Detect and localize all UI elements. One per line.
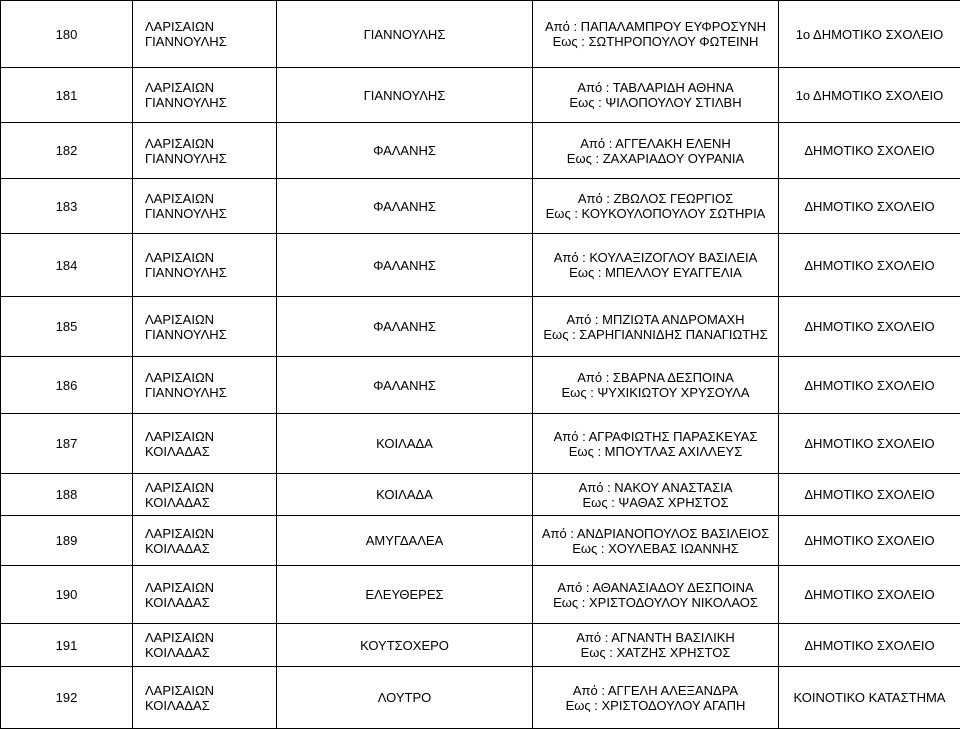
constituency-line-1: ΛΑΡΙΣΑΙΩΝ — [145, 136, 274, 151]
range-to: Εως : ΧΟΥΛΕΒΑΣ ΙΩΑΝΝΗΣ — [535, 541, 776, 556]
municipality-name: ΚΟΙΛΑΔΑ — [376, 487, 433, 502]
name-range-cell — [533, 357, 779, 414]
municipality-name: ΦΑΛΑΝΗΣ — [373, 199, 436, 214]
constituency-line-2: ΚΟΙΛΑΔΑΣ — [145, 645, 274, 660]
venue-name: 1ο ΔΗΜΟΤΙΚΟ ΣΧΟΛΕΙΟ — [796, 88, 944, 103]
name-range-cell — [533, 179, 779, 234]
table-row — [1, 624, 960, 667]
name-range-cell — [533, 234, 779, 297]
constituency-cell — [133, 1, 277, 68]
municipality-cell — [277, 123, 533, 179]
constituency-cell — [133, 474, 277, 516]
table-row — [1, 123, 960, 179]
table-row — [1, 68, 960, 123]
constituency-line-1: ΛΑΡΙΣΑΙΩΝ — [145, 630, 274, 645]
range-to: Εως : ΚΟΥΚΟΥΛΟΠΟΥΛΟΥ ΣΩΤΗΡΙΑ — [535, 206, 776, 221]
name-range-cell — [533, 1, 779, 68]
constituency-cell — [133, 414, 277, 474]
row-number: 187 — [56, 436, 78, 451]
constituency-cell — [133, 516, 277, 566]
range-from: Από : ΑΓΡΑΦΙΩΤΗΣ ΠΑΡΑΣΚΕΥΑΣ — [535, 429, 776, 444]
constituency-cell — [133, 179, 277, 234]
table-row — [1, 414, 960, 474]
table-row — [1, 179, 960, 234]
constituency-line-2: ΓΙΑΝΝΟΥΛΗΣ — [145, 151, 274, 166]
row-number: 191 — [56, 638, 78, 653]
range-from: Από : ΑΘΑΝΑΣΙΑΔΟΥ ΔΕΣΠΟΙΝΑ — [535, 580, 776, 595]
constituency-line-2: ΓΙΑΝΝΟΥΛΗΣ — [145, 265, 274, 280]
range-from: Από : ΑΓΝΑΝΤΗ ΒΑΣΙΛΙΚΗ — [535, 630, 776, 645]
venue-cell — [779, 357, 960, 414]
name-range-cell — [533, 624, 779, 667]
row-number-cell — [1, 1, 133, 68]
row-number: 190 — [56, 587, 78, 602]
range-from: Από : ΠΑΠΑΛΑΜΠΡΟΥ ΕΥΦΡΟΣΥΝΗ — [535, 19, 776, 34]
range-to: Εως : ΧΡΙΣΤΟΔΟΥΛΟΥ ΝΙΚΟΛΑΟΣ — [535, 595, 776, 610]
constituency-line-1: ΛΑΡΙΣΑΙΩΝ — [145, 370, 274, 385]
name-range-cell — [533, 667, 779, 729]
municipality-name: ΓΙΑΝΝΟΥΛΗΣ — [364, 27, 446, 42]
constituency-line-2: ΚΟΙΛΑΔΑΣ — [145, 495, 274, 510]
constituency-line-2: ΓΙΑΝΝΟΥΛΗΣ — [145, 206, 274, 221]
constituency-line-1: ΛΑΡΙΣΑΙΩΝ — [145, 250, 274, 265]
range-to: Εως : ΨΙΛΟΠΟΥΛΟΥ ΣΤΙΛΒΗ — [535, 95, 776, 110]
table-row — [1, 516, 960, 566]
venue-cell — [779, 1, 960, 68]
row-number-cell — [1, 624, 133, 667]
municipality-name: ΦΑΛΑΝΗΣ — [373, 258, 436, 273]
range-to: Εως : ΜΠΟΥΤΛΑΣ ΑΧΙΛΛΕΥΣ — [535, 444, 776, 459]
venue-name: ΔΗΜΟΤΙΚΟ ΣΧΟΛΕΙΟ — [804, 319, 934, 334]
table-row — [1, 357, 960, 414]
municipality-cell — [277, 234, 533, 297]
venue-cell — [779, 414, 960, 474]
table-row — [1, 234, 960, 297]
constituency-line-1: ΛΑΡΙΣΑΙΩΝ — [145, 19, 274, 34]
venue-name: ΔΗΜΟΤΙΚΟ ΣΧΟΛΕΙΟ — [804, 533, 934, 548]
municipality-cell — [277, 179, 533, 234]
row-number: 180 — [56, 27, 78, 42]
municipality-name: ΚΟΥΤΣΟΧΕΡΟ — [360, 638, 449, 653]
constituency-line-2: ΚΟΙΛΑΔΑΣ — [145, 541, 274, 556]
name-range-cell — [533, 123, 779, 179]
constituency-line-2: ΚΟΙΛΑΔΑΣ — [145, 444, 274, 459]
constituency-line-1: ΛΑΡΙΣΑΙΩΝ — [145, 480, 274, 495]
venue-name: ΔΗΜΟΤΙΚΟ ΣΧΟΛΕΙΟ — [804, 587, 934, 602]
municipality-cell — [277, 357, 533, 414]
name-range-cell — [533, 566, 779, 624]
venue-name: ΔΗΜΟΤΙΚΟ ΣΧΟΛΕΙΟ — [804, 638, 934, 653]
range-from: Από : ΑΓΓΕΛΑΚΗ ΕΛΕΝΗ — [535, 136, 776, 151]
venue-name: 1ο ΔΗΜΟΤΙΚΟ ΣΧΟΛΕΙΟ — [796, 27, 944, 42]
municipality-cell — [277, 516, 533, 566]
municipality-name: ΦΑΛΑΝΗΣ — [373, 378, 436, 393]
venue-cell — [779, 123, 960, 179]
venue-cell — [779, 516, 960, 566]
table-row — [1, 667, 960, 729]
venue-name: ΔΗΜΟΤΙΚΟ ΣΧΟΛΕΙΟ — [804, 487, 934, 502]
range-from: Από : ΖΒΩΛΟΣ ΓΕΩΡΓΙΟΣ — [535, 191, 776, 206]
venue-cell — [779, 474, 960, 516]
constituency-cell — [133, 667, 277, 729]
venue-cell — [779, 179, 960, 234]
venue-cell — [779, 624, 960, 667]
range-from: Από : ΜΠΖΙΩΤΑ ΑΝΔΡΟΜΑΧΗ — [535, 312, 776, 327]
table-row — [1, 566, 960, 624]
constituency-cell — [133, 357, 277, 414]
venue-name: ΔΗΜΟΤΙΚΟ ΣΧΟΛΕΙΟ — [804, 378, 934, 393]
row-number: 182 — [56, 143, 78, 158]
municipality-name: ΦΑΛΑΝΗΣ — [373, 143, 436, 158]
constituency-line-1: ΛΑΡΙΣΑΙΩΝ — [145, 312, 274, 327]
range-to: Εως : ΧΑΤΖΗΣ ΧΡΗΣΤΟΣ — [535, 645, 776, 660]
constituency-line-1: ΛΑΡΙΣΑΙΩΝ — [145, 526, 274, 541]
venue-cell — [779, 297, 960, 357]
municipality-name: ΚΟΙΛΑΔΑ — [376, 436, 433, 451]
constituency-line-2: ΚΟΙΛΑΔΑΣ — [145, 595, 274, 610]
name-range-cell — [533, 414, 779, 474]
table-row — [1, 474, 960, 516]
name-range-cell — [533, 474, 779, 516]
constituency-cell — [133, 234, 277, 297]
municipality-cell — [277, 68, 533, 123]
row-number-cell — [1, 474, 133, 516]
venue-name: ΚΟΙΝΟΤΙΚΟ ΚΑΤΑΣΤΗΜΑ — [794, 690, 946, 705]
venue-name: ΔΗΜΟΤΙΚΟ ΣΧΟΛΕΙΟ — [804, 436, 934, 451]
municipality-cell — [277, 667, 533, 729]
range-to: Εως : ΣΩΤΗΡΟΠΟΥΛΟΥ ΦΩΤΕΙΝΗ — [535, 34, 776, 49]
municipality-cell — [277, 414, 533, 474]
range-from: Από : ΝΑΚΟΥ ΑΝΑΣΤΑΣΙΑ — [535, 480, 776, 495]
table-body — [1, 1, 960, 729]
row-number: 184 — [56, 258, 78, 273]
venue-name: ΔΗΜΟΤΙΚΟ ΣΧΟΛΕΙΟ — [804, 143, 934, 158]
constituency-cell — [133, 68, 277, 123]
municipality-name: ΛΟΥΤΡΟ — [378, 690, 432, 705]
range-to: Εως : ΨΥΧΙΚΙΩΤΟΥ ΧΡΥΣΟΥΛΑ — [535, 385, 776, 400]
venue-cell — [779, 566, 960, 624]
row-number-cell — [1, 234, 133, 297]
constituency-line-1: ΛΑΡΙΣΑΙΩΝ — [145, 80, 274, 95]
municipality-cell — [277, 624, 533, 667]
venue-cell — [779, 234, 960, 297]
row-number-cell — [1, 297, 133, 357]
constituency-cell — [133, 566, 277, 624]
range-from: Από : ΑΝΔΡΙΑΝΟΠΟΥΛΟΣ ΒΑΣΙΛΕΙΟΣ — [535, 526, 776, 541]
constituency-line-1: ΛΑΡΙΣΑΙΩΝ — [145, 429, 274, 444]
constituency-line-1: ΛΑΡΙΣΑΙΩΝ — [145, 580, 274, 595]
constituency-cell — [133, 624, 277, 667]
municipality-name: ΑΜΥΓΔΑΛΕΑ — [366, 533, 444, 548]
row-number-cell — [1, 516, 133, 566]
name-range-cell — [533, 68, 779, 123]
name-range-cell — [533, 516, 779, 566]
range-from: Από : ΣΒΑΡΝΑ ΔΕΣΠΟΙΝΑ — [535, 370, 776, 385]
municipality-cell — [277, 1, 533, 68]
venue-cell — [779, 68, 960, 123]
constituency-cell — [133, 123, 277, 179]
constituency-line-1: ΛΑΡΙΣΑΙΩΝ — [145, 683, 274, 698]
municipality-cell — [277, 297, 533, 357]
venue-name: ΔΗΜΟΤΙΚΟ ΣΧΟΛΕΙΟ — [804, 199, 934, 214]
constituency-cell — [133, 297, 277, 357]
constituency-line-2: ΓΙΑΝΝΟΥΛΗΣ — [145, 327, 274, 342]
row-number: 181 — [56, 88, 78, 103]
row-number-cell — [1, 667, 133, 729]
range-from: Από : ΤΑΒΛΑΡΙΔΗ ΑΘΗΝΑ — [535, 80, 776, 95]
range-from: Από : ΚΟΥΛΑΞΙΖΟΓΛΟΥ ΒΑΣΙΛΕΙΑ — [535, 250, 776, 265]
municipality-name: ΓΙΑΝΝΟΥΛΗΣ — [364, 88, 446, 103]
range-to: Εως : ΜΠΕΛΛΟΥ ΕΥΑΓΓΕΛΙΑ — [535, 265, 776, 280]
range-to: Εως : ΧΡΙΣΤΟΔΟΥΛΟΥ ΑΓΑΠΗ — [535, 698, 776, 713]
municipality-name: ΦΑΛΑΝΗΣ — [373, 319, 436, 334]
constituency-line-1: ΛΑΡΙΣΑΙΩΝ — [145, 191, 274, 206]
row-number-cell — [1, 68, 133, 123]
constituency-line-2: ΓΙΑΝΝΟΥΛΗΣ — [145, 34, 274, 49]
constituency-line-2: ΓΙΑΝΝΟΥΛΗΣ — [145, 95, 274, 110]
range-to: Εως : ΖΑΧΑΡΙΑΔΟΥ ΟΥΡΑΝΙΑ — [535, 151, 776, 166]
row-number-cell — [1, 179, 133, 234]
name-range-cell — [533, 297, 779, 357]
municipality-cell — [277, 566, 533, 624]
row-number: 186 — [56, 378, 78, 393]
range-to: Εως : ΣΑΡΗΓΙΑΝΝΙΔΗΣ ΠΑΝΑΓΙΩΤΗΣ — [535, 327, 776, 342]
venue-cell — [779, 667, 960, 729]
row-number-cell — [1, 123, 133, 179]
row-number: 183 — [56, 199, 78, 214]
row-number-cell — [1, 414, 133, 474]
municipality-cell — [277, 474, 533, 516]
row-number: 188 — [56, 487, 78, 502]
municipality-name: ΕΛΕΥΘΕΡΕΣ — [365, 587, 443, 602]
constituency-line-2: ΚΟΙΛΑΔΑΣ — [145, 698, 274, 713]
constituency-line-2: ΓΙΑΝΝΟΥΛΗΣ — [145, 385, 274, 400]
venue-name: ΔΗΜΟΤΙΚΟ ΣΧΟΛΕΙΟ — [804, 258, 934, 273]
table-row — [1, 1, 960, 68]
row-number: 192 — [56, 690, 78, 705]
row-number: 189 — [56, 533, 78, 548]
row-number-cell — [1, 566, 133, 624]
row-number: 185 — [56, 319, 78, 334]
range-from: Από : ΑΓΓΕΛΗ ΑΛΕΞΑΝΔΡΑ — [535, 683, 776, 698]
table-row — [1, 297, 960, 357]
row-number-cell — [1, 357, 133, 414]
range-to: Εως : ΨΑΘΑΣ ΧΡΗΣΤΟΣ — [535, 495, 776, 510]
